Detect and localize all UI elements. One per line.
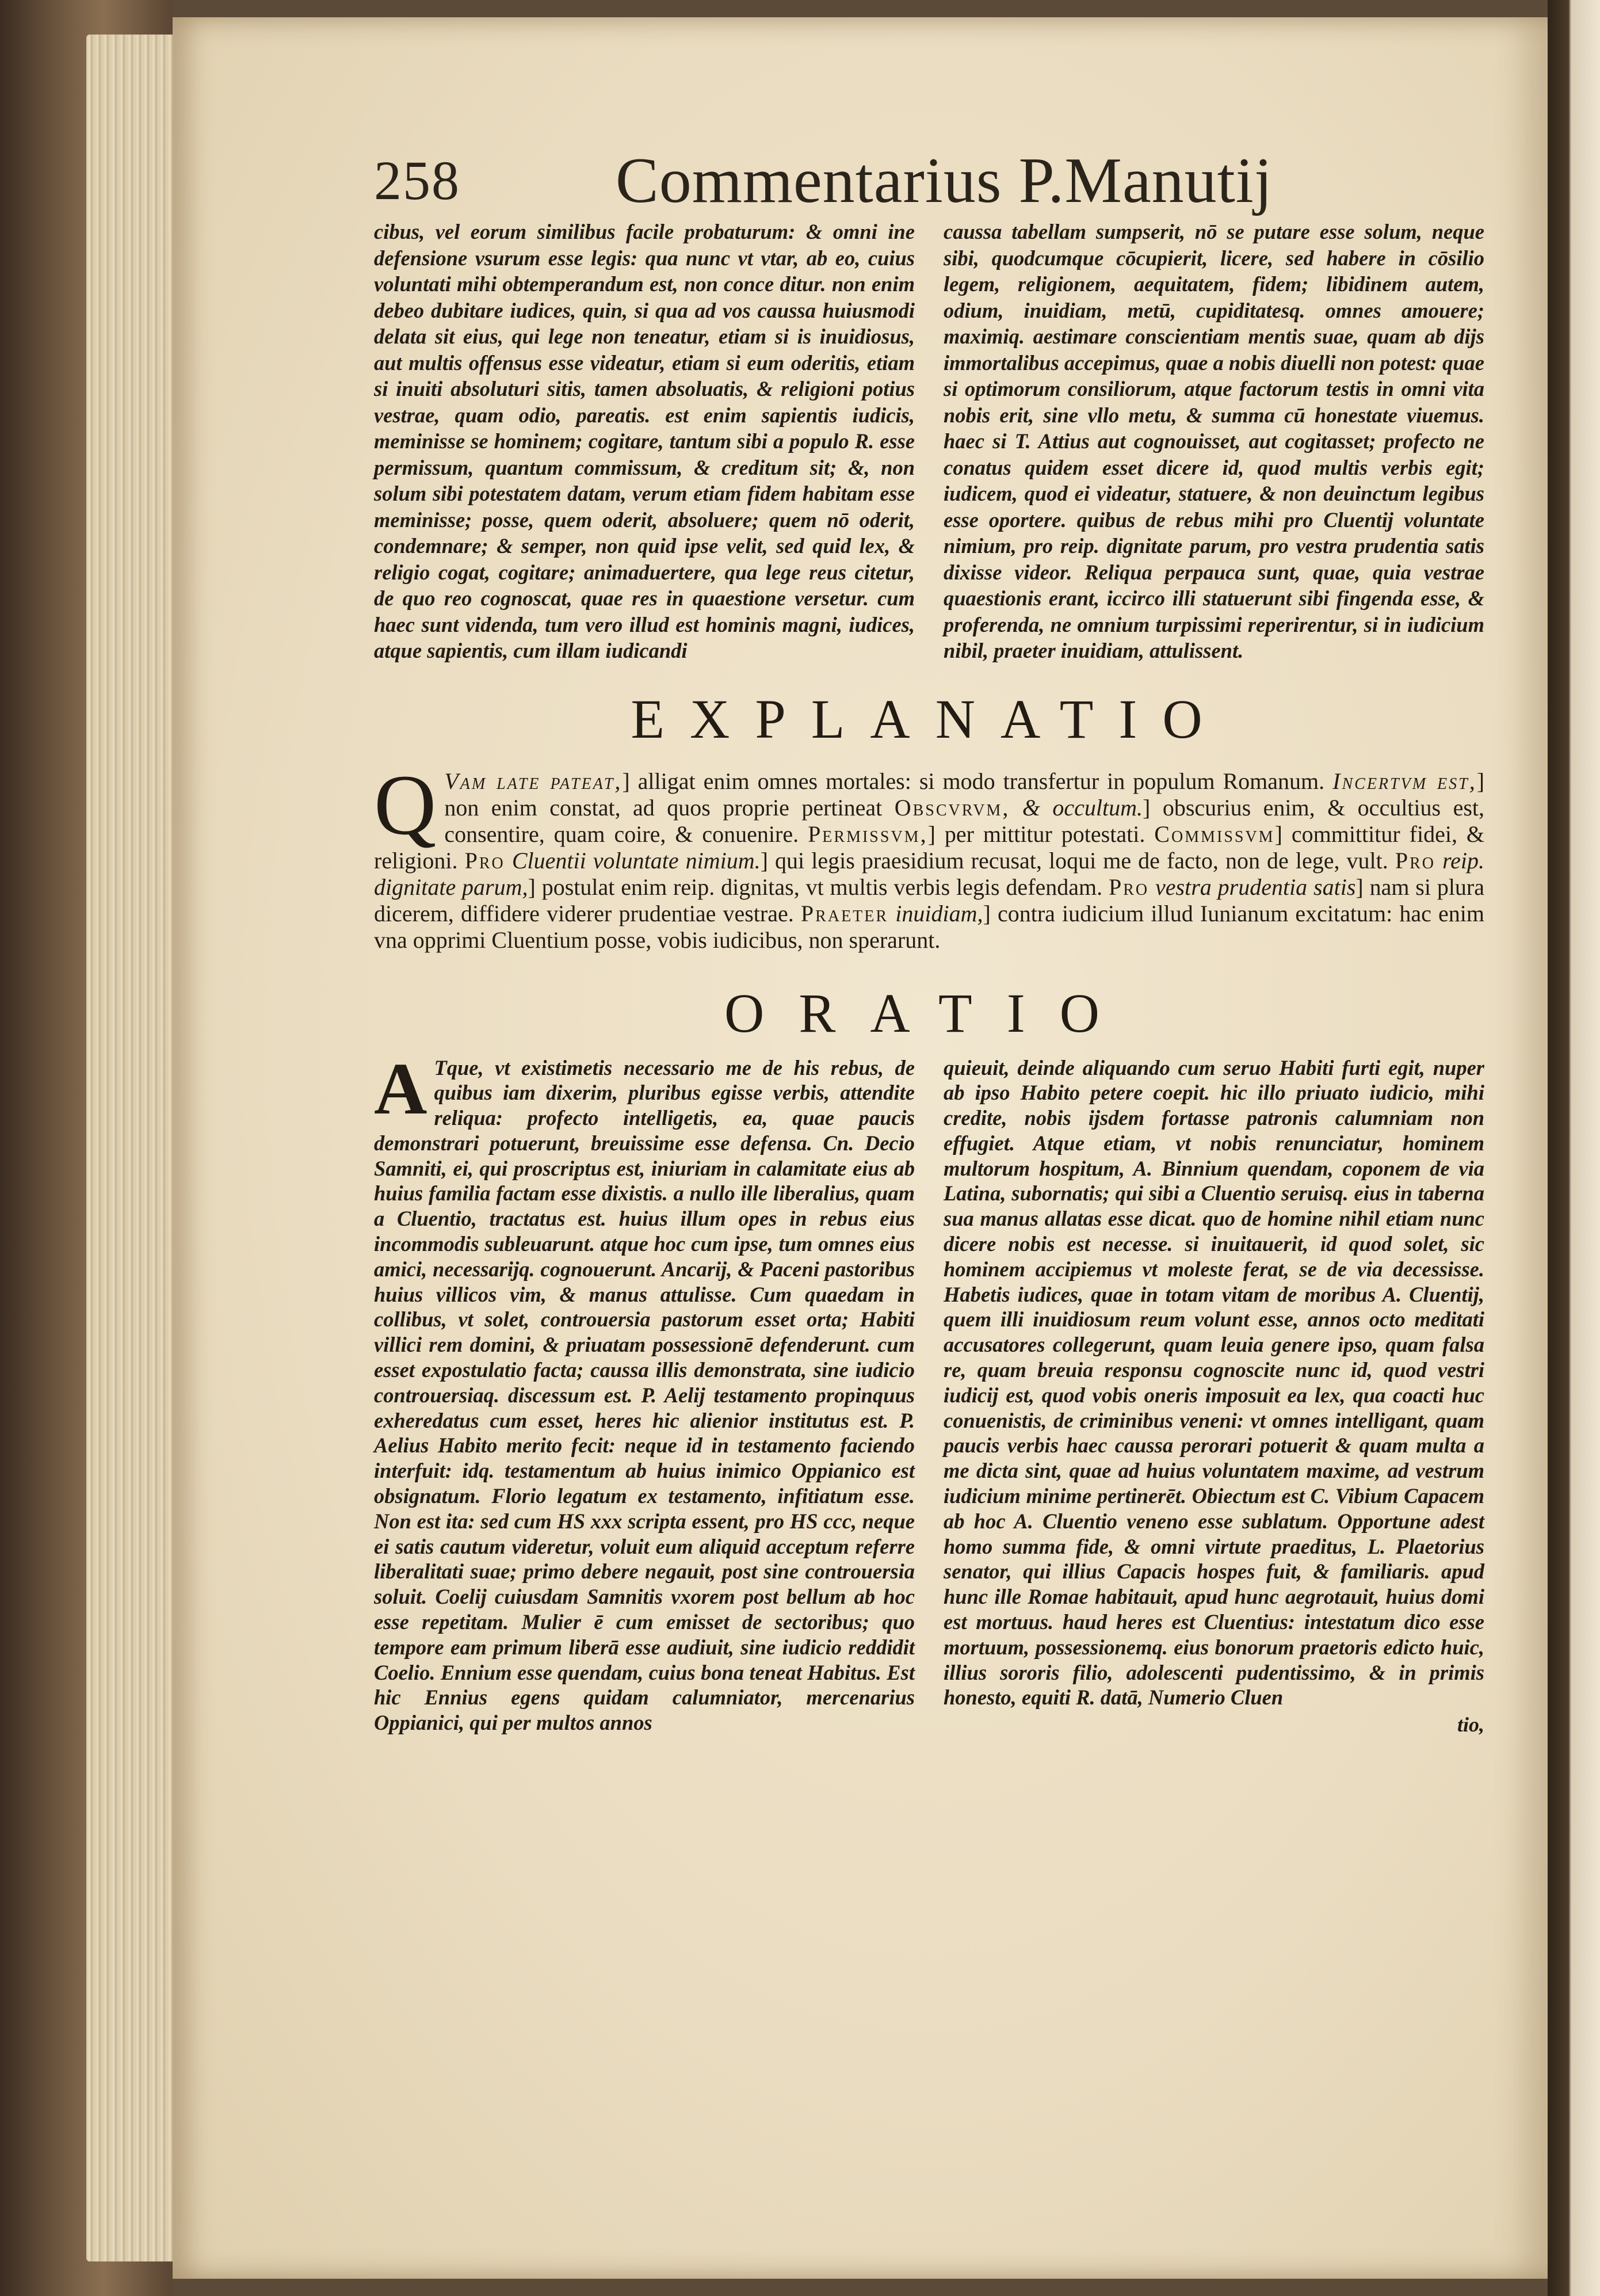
oratio-dropcap: A bbox=[374, 1047, 427, 1130]
gloss-2: ] non enim constat, ad quos proprie pertineat bbox=[444, 768, 1485, 821]
top-text-right: caussa tabellam sumpserit, nō se putare esse solum, neque sibi, quodcumque cōcupierit, licere, sed habere in cōsilio legem, religionem, aequitatem, fidem; libidinem autem, odium, inuidiam, metū, cupiditatesq. omnes amouere; maximiq. aestimare conscientiam mentis suae, quam ab dijs immortalibus accepimus, quae a nobis diuelli non potest: quae si optimorum consiliorum, atque factorum testis in omni vita nobis erit, sine vllo metu, & summa cū honestate viuemus. haec si T. Attius aut cognouisset, aut cogitasset; profecto ne conatus quidem esset dicere id, quod multis verbis egit; iudicem, quod ei videatur, statuere, & non deuinctum legibus esse oportere. quibus de rebus mihi pro Cluentij voluntate nimium, pro reip. dignitate parum, pro vestra prudentia satis dixisse videor. Reliqua perpauca sunt, quae, quia vestrae quaestionis erant, iccirco illi statuerunt sibi fingenda esse, & proferenda, ne omnium turpissimi reperirentur, si in iudicium nibil, praeter inuidiam, attulissent. bbox=[944, 220, 1484, 662]
lemma-4: Permissvm, bbox=[808, 821, 928, 847]
lemma-3: Obscvrvm, bbox=[894, 794, 1010, 821]
gloss-9: ] contra iudicium illud Iunianum excitatum: hac enim vna opprimi Cluentium posse, vobis iudicibus, non sperarunt. bbox=[374, 900, 1485, 953]
top-text-right-column bbox=[944, 219, 1484, 664]
lemma-9: Praeter bbox=[800, 900, 889, 926]
gloss-3: ] obscurius enim, & occultius est, consentire, quam coire, & conuenire. bbox=[444, 794, 1485, 847]
explanatio-heading: EXPLANATIO bbox=[631, 688, 1228, 750]
running-title: Commentarius P.Manutij bbox=[616, 145, 1273, 216]
explanatio-body bbox=[374, 757, 1485, 954]
lemma-7b: reip. dignitate parum, bbox=[374, 847, 1485, 900]
gloss-4: ] per mittitur potestati. bbox=[927, 821, 1145, 847]
oratio-left-column bbox=[374, 1047, 915, 1737]
lemma-5: Commissvm bbox=[1154, 821, 1275, 847]
page-number: 258 bbox=[374, 150, 460, 211]
gloss-8: ] nam si plura dicerem, diffidere viderer prudentiae vestrae. bbox=[374, 874, 1485, 926]
lemma-8: Pro bbox=[1109, 874, 1150, 900]
gloss-5: ] committitur fidei, & religioni. bbox=[374, 821, 1485, 874]
oratio-left-text bbox=[374, 1047, 915, 1736]
oratio-right: quieuit, deinde aliquando cum seruo Habiti furti egit, nuper ab ipso Habito petere coepit. hic illo priuato iudicio, mihi credite, nobis ijsdem fortasse patronis calumniam non effugiet. Atque etiam, vt nobis renunciatur, hominem multorum hospitum, A. Binnium quendam, coponem de via Latina, subornatis; qui sibi a Cluentio seruisq. eius in taberna sua manus allatas esse dicat. quo de homine nihil etiam nunc dicere nobis est necesse. si inuitauerit, id quod solet, sic hominem accipiemus vt moleste ferat, se de via decessisse. Habetis iudices, quae in totam vitam de moribus A. Cluentij, quem illi inuidiosum reum volunt esse, annos octo meditati accusatores collegerunt, quam leuia genere ipso, quam falsa re, quam breuia responsu cognoscite nunc id, quod vestri iudicij est, quod vobis oneris imposuit ea lex, qua coacti huc conuenistis, de criminibus veneni: vt omnes intelligant, quam paucis verbis haec caussa perorari potuerit & quam multa a me dicta sint, quae ad huius voluntatem maxime, ad vestrum iudicium minime pertinerēt. Obiectum est C. Vibium Capacem ab hoc A. Cluentio veneno esse sublatum. Opportune adest homo summa fide, & omni virtute praeditus, L. Plaetorius senator, qui illius Capacis hospes fuit, & familiaris. apud hunc ille Romae habitauit, apud hunc aegrotauit, huius domi est mortuus. haud heres est Cluentius: intestatum dico esse mortuum, possessionemq. eius bonorum praetoris edicto huic, illius sororis filio, adolescenti pudentissimo, & in primis honesto, equiti R. datā, Numerio Cluen bbox=[944, 1055, 1484, 1710]
page-header bbox=[374, 144, 1484, 219]
top-text-left: cibus, vel eorum similibus facile probaturum: & omni ine defensione vsurum esse legis: qua nunc vt vtar, ab eo, cuius voluntati mihi obtemperandum est, non conce ditur. non enim debeo dubitare iudices, quin, si qua ad vos caussa huiusmodi delata sit eius, qui lege non teneatur, etiam si is inuidiosus, aut multis offensus esse videatur, etiam si eum oderitis, etiam si inuiti absoluturi sitis, tamen absoluatis, & religioni potius vestrae, quam odio, pareatis. est enim sapientis iudicis, meminisse se hominem; cogitare, tantum sibi a populo R. esse permissum, quantum commissum, & creditum sit; &, non solum sibi potestatem datam, verum etiam fidem habitam esse meminisse; posse, quem oderit, absoluere; quem nō oderit, condemnare; & semper, non quid ipse velit, sed quid lex, & religio cogat, cogitare; animaduertere, qua lege reus citetur, de quo reo cognoscat, quae res in quaestione versetur. cum haec sunt videnda, tum vero illud est hominis magni, iudices, atque sapientis, cum illam iudicandi bbox=[374, 220, 915, 662]
lemma-1: Vam late pateat, bbox=[444, 768, 623, 794]
lemma-7: Pro bbox=[1395, 847, 1435, 874]
page-content bbox=[374, 144, 1484, 1737]
top-text-left-column bbox=[374, 219, 915, 664]
lemma-8b: vestra prudentia satis bbox=[1155, 874, 1356, 900]
top-text-columns bbox=[374, 219, 1484, 664]
facing-page-edge bbox=[1548, 0, 1600, 2296]
lemma-2: Incertvm est, bbox=[1332, 768, 1477, 794]
oratio-heading: ORATIO bbox=[724, 982, 1134, 1044]
explanatio-dropcap: Q bbox=[374, 757, 437, 853]
oratio-columns bbox=[374, 1047, 1484, 1737]
gloss-1: ] alligat enim omnes mortales: si modo transfertur in populum Romanum. bbox=[622, 768, 1325, 794]
oratio-right-column bbox=[944, 1055, 1484, 1737]
lemma-6b: Cluentii voluntate nimium. bbox=[511, 847, 761, 874]
lemma-9b: inuidiam, bbox=[895, 900, 983, 926]
catchword: tio, bbox=[1457, 1713, 1484, 1737]
gloss-7: ] postulat enim reip. dignitas, vt multis verbis legis defendam. bbox=[528, 874, 1103, 900]
gloss-6: ] qui legis praesidium recusat, loqui me de facto, non de lege, vult. bbox=[760, 847, 1388, 874]
lemma-3b: & occultum. bbox=[1022, 794, 1143, 821]
oratio-left: Tque, vt existimetis necessario me de his rebus, de quibus iam dixerim, pluribus egisse verbis, attendite reliqua: profecto intelligetis, ea, quae paucis demonstrari potuerunt, breuissime esse defensa. Cn. Decio Samniti, ei, qui proscriptus est, iniuriam in calamitate eius ab huius familia factam esse dixistis. a nullo ille liberalius, quam a Cluentio, tractatus est. huius illum opes in rebus eius incommodis subleuarunt. atque hoc cum ipse, tum omnes eius amici, necessarijq. cognouerunt. Ancarij, & Paceni pastoribus huius villicos vim, & manus attulisse. Cum quaedam in collibus, vt solet, controuersia pastorum esset orta; Habiti villici rem domini, & priuatam possessionē defenderunt. cum esset expostulatio facta; caussa illis demonstrata, sine iudicio controuersiaq. discessum est. P. Aelij testamento propinquus exheredatus cum esset, heres hic alienior institutus est. P. Aelius Habito merito fecit: neque id in testamento faciendo interfuit: idq. testamentum ab huius inimico Oppianico est obsignatum. Florio legatum ex testamento, infitiatum esse. Non est ita: sed cum HS xxx scripta essent, pro HS ccc, neque ei satis cautum videretur, voluit eum aliquid acceptum referre liberalitati suae; primo debere negauit, post sine controuersia soluit. Coelij cuiusdam Samnitis vxorem post bellum ab hoc esse repetitam. Mulier ē cum emisset de sectoribus; quo tempore eam primum liberā esse audiuit, sine iudicio reddidit Coelio. Ennium esse quendam, cuius bona teneat Habitus. Est hic Ennius egens quidam calumniator, mercenarius Oppianici, qui per multos annos bbox=[374, 1055, 915, 1735]
lemma-6: Pro bbox=[464, 847, 505, 874]
